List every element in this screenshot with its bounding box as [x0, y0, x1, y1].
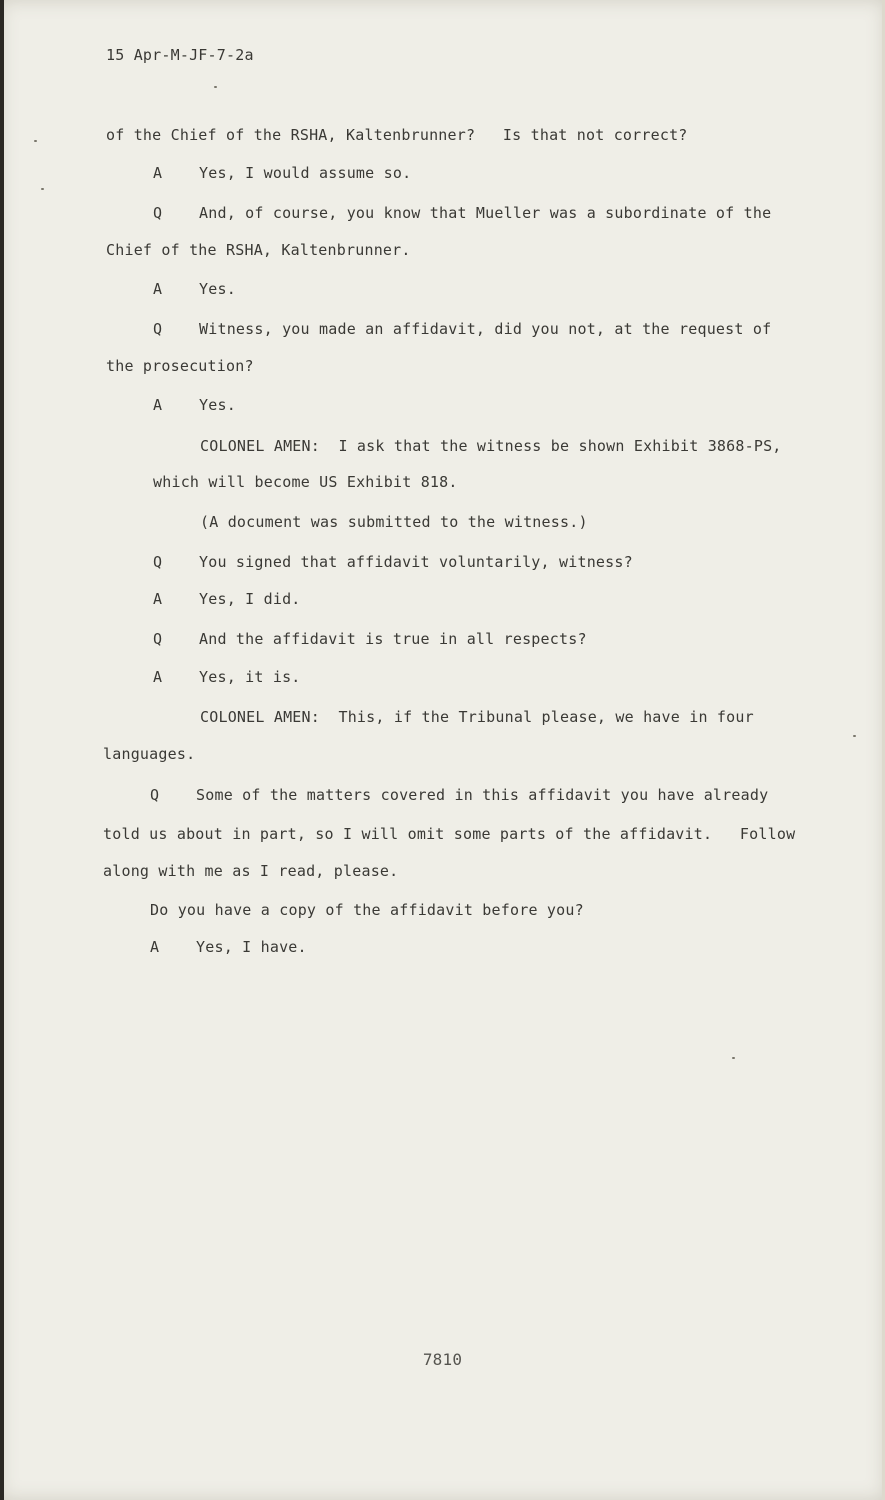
- speaker-label: Q: [150, 786, 160, 804]
- transcript-line: [200, 437, 782, 455]
- line-text: COLONEL AMEN: This, if the Tribunal please, we have in four: [200, 708, 754, 726]
- paper-speck: [732, 1057, 735, 1059]
- line-text: Yes.: [199, 280, 236, 298]
- line-text: Yes, it is.: [199, 668, 301, 686]
- speaker-label: A: [153, 164, 163, 182]
- transcript-line: [153, 164, 411, 182]
- speaker-label: A: [153, 396, 163, 414]
- line-text: And the affidavit is true in all respects?: [199, 630, 587, 648]
- transcript-line: [153, 473, 458, 491]
- speaker-label: Q: [153, 204, 163, 222]
- line-text: along with me as I read, please.: [103, 862, 399, 880]
- line-text: languages.: [103, 745, 196, 763]
- line-text: the prosecution?: [106, 357, 254, 375]
- transcript-line: [153, 204, 771, 222]
- speaker-label: Q: [153, 553, 163, 571]
- transcript-line: [103, 825, 795, 843]
- line-text: Yes, I have.: [196, 938, 307, 956]
- transcript-line: [103, 862, 398, 880]
- line-text: Witness, you made an affidavit, did you not, at the request of: [199, 320, 772, 338]
- line-text: told us about in part, so I will omit some parts of the affidavit. Follow: [103, 825, 796, 843]
- page-left-edge: [0, 0, 4, 1500]
- line-text: Some of the matters covered in this affidavit you have already: [196, 786, 769, 804]
- transcript-line: [153, 320, 771, 338]
- line-text: Yes, I did.: [199, 590, 301, 608]
- transcript-line: [200, 513, 588, 531]
- transcript-line: [153, 280, 236, 298]
- line-text: You signed that affidavit voluntarily, witness?: [199, 553, 633, 571]
- speaker-label: A: [153, 280, 163, 298]
- line-text: And, of course, you know that Mueller was a subordinate of the: [199, 204, 772, 222]
- transcript-line: [153, 668, 301, 686]
- line-text: of the Chief of the RSHA, Kaltenbrunner? Is that not correct?: [106, 126, 688, 144]
- paper-speck: [214, 86, 217, 88]
- transcript-line: [153, 553, 633, 571]
- speaker-label: Q: [153, 630, 163, 648]
- paper-speck: [34, 140, 37, 142]
- speaker-label: Q: [153, 320, 163, 338]
- page-header: 15 Apr-M-JF-7-2a: [106, 46, 254, 64]
- transcript-line: [153, 396, 236, 414]
- transcript-line: [106, 241, 411, 259]
- transcript-line: [106, 357, 254, 375]
- transcript-line: [103, 745, 195, 763]
- line-text: COLONEL AMEN: I ask that the witness be shown Exhibit 3868-PS,: [200, 437, 782, 455]
- transcript-line: [106, 126, 688, 144]
- line-text: Chief of the RSHA, Kaltenbrunner.: [106, 241, 411, 259]
- page-number: 7810: [422, 1350, 463, 1369]
- transcript-line: [150, 938, 307, 956]
- line-text: Do you have a copy of the affidavit before you?: [150, 901, 584, 919]
- transcript-line: [153, 590, 301, 608]
- transcript-line: [150, 786, 768, 804]
- line-text: Yes.: [199, 396, 236, 414]
- line-text: (A document was submitted to the witness.): [200, 513, 588, 531]
- paper-speck: [41, 188, 44, 190]
- line-text: which will become US Exhibit 818.: [153, 473, 458, 491]
- line-text: Yes, I would assume so.: [199, 164, 412, 182]
- transcript-line: [153, 630, 587, 648]
- paper-speck: [853, 735, 856, 737]
- speaker-label: A: [150, 938, 160, 956]
- speaker-label: A: [153, 590, 163, 608]
- speaker-label: A: [153, 668, 163, 686]
- transcript-line: [150, 901, 584, 919]
- transcript-line: [200, 708, 754, 726]
